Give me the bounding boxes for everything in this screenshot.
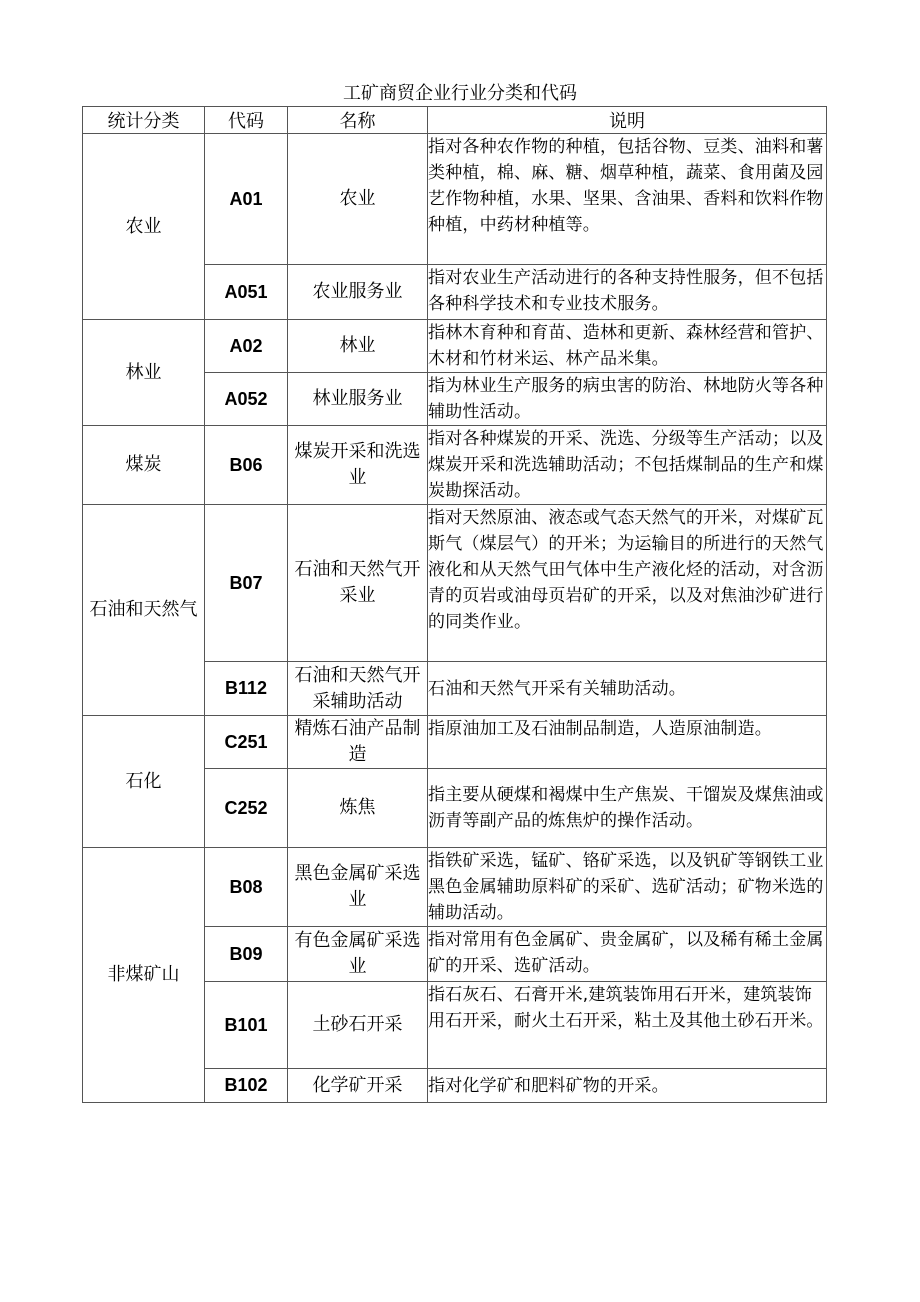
description-cell: 指为林业生产服务的病虫害的防治、林地防火等各种辅助性活动。 <box>428 373 827 426</box>
name-cell: 林业服务业 <box>288 373 428 426</box>
description-cell: 指林木育种和育苗、造林和更新、森林经营和管护、木材和竹材米运、林产品米集。 <box>428 320 827 373</box>
code-cell: B112 <box>205 662 288 716</box>
name-cell: 炼焦 <box>288 769 428 848</box>
table-row <box>83 320 827 373</box>
category-cell: 煤炭 <box>83 426 205 505</box>
name-cell: 黑色金属矿采选业 <box>288 848 428 927</box>
code-cell: C251 <box>205 716 288 769</box>
description-cell: 石油和天然气开采有关辅助活动。 <box>428 662 827 716</box>
code-cell: B06 <box>205 426 288 505</box>
description-cell: 指主要从硬煤和褐煤中生产焦炭、干馏炭及煤焦油或沥青等副产品的炼焦炉的操作活动。 <box>428 769 827 848</box>
code-cell: B102 <box>205 1069 288 1103</box>
name-cell: 有色金属矿采选业 <box>288 927 428 982</box>
name-cell: 林业 <box>288 320 428 373</box>
industry-classification-table <box>82 106 827 1103</box>
name-cell: 石油和天然气开采辅助活动 <box>288 662 428 716</box>
name-cell: 石油和天然气开采业 <box>288 505 428 662</box>
header-code: 代码 <box>205 107 288 134</box>
category-cell: 石化 <box>83 716 205 848</box>
code-cell: A052 <box>205 373 288 426</box>
description-cell: 指对化学矿和肥料矿物的开采。 <box>428 1069 827 1103</box>
header-description: 说明 <box>428 107 827 134</box>
name-cell: 精炼石油产品制造 <box>288 716 428 769</box>
table-row <box>83 426 827 505</box>
description-cell: 指石灰石、石膏开米,建筑装饰用石开米，建筑装饰用石开采，耐火土石开采，粘土及其他土砂石开米。 <box>428 982 827 1069</box>
code-cell: B08 <box>205 848 288 927</box>
code-cell: B09 <box>205 927 288 982</box>
code-cell: A051 <box>205 265 288 320</box>
description-cell: 指对各种农作物的种植，包括谷物、豆类、油料和薯类种植，棉、麻、糖、烟草种植，蔬菜、食用菌及园艺作物种植，水果、坚果、含油果、香料和饮料作物种植，中药材种植等。 <box>428 134 827 265</box>
description-cell: 指铁矿采选，锰矿、铬矿采选，以及钒矿等钢铁工业黑色金属辅助原料矿的采矿、选矿活动；矿物米选的辅助活动。 <box>428 848 827 927</box>
category-cell: 林业 <box>83 320 205 426</box>
category-cell: 石油和天然气 <box>83 505 205 716</box>
category-cell: 农业 <box>83 134 205 320</box>
table-header-row <box>83 107 827 134</box>
name-cell: 土砂石开采 <box>288 982 428 1069</box>
description-cell: 指原油加工及石油制品制造，人造原油制造。 <box>428 716 827 769</box>
name-cell: 农业服务业 <box>288 265 428 320</box>
description-cell: 指对常用有色金属矿、贵金属矿，以及稀有稀土金属矿的开采、选矿活动。 <box>428 927 827 982</box>
name-cell: 农业 <box>288 134 428 265</box>
description-cell: 指对农业生产活动进行的各种支持性服务，但不包括各种科学技术和专业技术服务。 <box>428 265 827 320</box>
table-row <box>83 134 827 265</box>
table-row <box>83 848 827 927</box>
header-name: 名称 <box>288 107 428 134</box>
category-cell: 非煤矿山 <box>83 848 205 1103</box>
code-cell: B07 <box>205 505 288 662</box>
code-cell: B101 <box>205 982 288 1069</box>
header-category: 统计分类 <box>83 107 205 134</box>
page-title: 工矿商贸企业行业分类和代码 <box>343 83 577 104</box>
description-cell: 指对天然原油、液态或气态天然气的开米，对煤矿瓦斯气（煤层气）的开米；为运输目的所进行的天然气液化和从天然气田气体中生产液化烃的活动，对含沥青的页岩或油母页岩矿的开采，以及对焦油沙矿进行的同类作业。 <box>428 505 827 662</box>
code-cell: C252 <box>205 769 288 848</box>
table-row <box>83 716 827 769</box>
code-cell: A02 <box>205 320 288 373</box>
name-cell: 煤炭开采和洗选业 <box>288 426 428 505</box>
description-cell: 指对各种煤炭的开采、洗选、分级等生产活动；以及煤炭开采和洗选辅助活动；不包括煤制品的生产和煤炭勘探活动。 <box>428 426 827 505</box>
code-cell: A01 <box>205 134 288 265</box>
table-row <box>83 505 827 662</box>
name-cell: 化学矿开采 <box>288 1069 428 1103</box>
